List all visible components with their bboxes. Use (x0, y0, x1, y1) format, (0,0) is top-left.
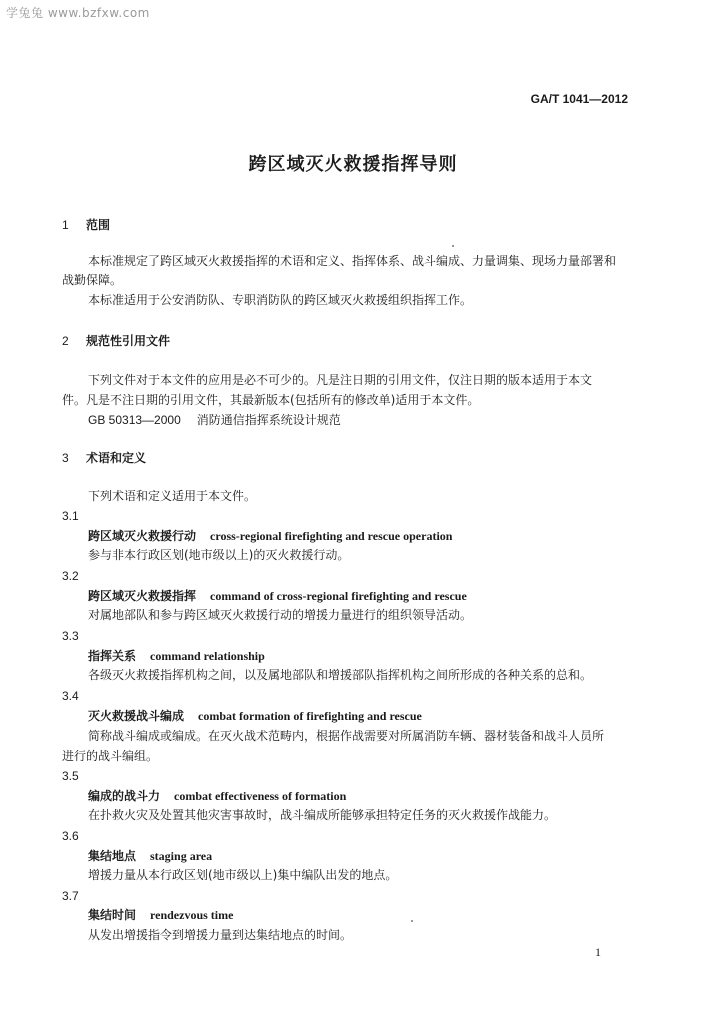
term-chinese: 跨区域灭火救援行动 (88, 529, 197, 543)
term-number: 3.1 (62, 509, 79, 523)
reference-title: 消防通信指挥系统设计规范 (196, 413, 341, 427)
section-number: 1 (62, 218, 69, 232)
section-title: 规范性引用文件 (86, 334, 171, 348)
term-number: 3.3 (62, 629, 79, 643)
watermark-text: 学兔兔 www.bzfxw.com (6, 6, 150, 20)
term-chinese: 集结地点 (88, 849, 137, 863)
scan-speck (452, 245, 454, 247)
paragraph-line: 战勤保障。 (62, 273, 123, 287)
term-definition: 参与非本行政区划(地市级以上)的灭火救援行动。 (88, 548, 350, 562)
term-chinese: 指挥关系 (88, 649, 137, 663)
term-entry (88, 649, 265, 663)
term-number: 3.5 (62, 769, 79, 783)
standard-code: GA/T 1041—2012 (530, 92, 628, 106)
term-definition: 对属地部队和参与跨区域灭火救援行动的增援力量进行的组织领导活动。 (88, 608, 473, 622)
section-3-heading (62, 451, 146, 465)
section-title: 术语和定义 (86, 451, 147, 465)
term-chinese: 编成的战斗力 (88, 789, 161, 803)
term-number: 3.2 (62, 569, 79, 583)
term-entry (88, 709, 422, 723)
paragraph-line: 下列文件对于本文件的应用是必不可少的。凡是注日期的引用文件，仅注日期的版本适用于本文 (88, 373, 593, 387)
term-english: cross-regional firefighting and rescue operation (210, 529, 453, 543)
term-number: 3.4 (62, 689, 79, 703)
paragraph-line: 件。凡是不注日期的引用文件，其最新版本(包括所有的修改单)适用于本文件。 (62, 393, 480, 407)
term-chinese: 灭火救援战斗编成 (88, 709, 185, 723)
section-number: 3 (62, 451, 69, 465)
document-title: 跨区域灭火救援指挥导则 (248, 154, 458, 175)
term-chinese: 跨区域灭火救援指挥 (88, 589, 197, 603)
term-english: combat formation of firefighting and rescue (198, 709, 422, 723)
term-english: rendezvous time (150, 908, 234, 922)
term-definition: 从发出增援指令到增援力量到达集结地点的时间。 (88, 928, 353, 942)
term-definition: 在扑救火灾及处置其他灾害事故时，战斗编成所能够承担特定任务的灭火救援作战能力。 (88, 808, 557, 822)
term-entry (88, 908, 233, 922)
term-number: 3.7 (62, 889, 79, 903)
term-number: 3.6 (62, 829, 79, 843)
term-entry (88, 529, 452, 543)
term-english: combat effectiveness of formation (174, 789, 347, 803)
paragraph-line: 本标准适用于公安消防队、专职消防队的跨区域灭火救援组织指挥工作。 (88, 293, 473, 307)
term-english: command of cross-regional firefighting and rescue (210, 589, 467, 603)
term-definition: 进行的战斗编组。 (62, 749, 159, 763)
section-title: 范围 (86, 218, 111, 232)
term-entry (88, 849, 212, 863)
term-entry (88, 789, 346, 803)
paragraph-line: 下列术语和定义适用于本文件。 (88, 489, 257, 503)
scan-speck (411, 920, 413, 922)
page-number: 1 (595, 945, 601, 959)
term-definition: 各级灭火救援指挥机构之间，以及属地部队和增援部队指挥机构之间所形成的各种关系的总和。 (88, 668, 593, 682)
section-2-heading (62, 334, 170, 348)
term-definition: 增援力量从本行政区划(地市级以上)集中编队出发的地点。 (88, 868, 398, 882)
section-1-heading (62, 218, 110, 232)
term-english: command relationship (150, 649, 265, 663)
term-entry (88, 589, 467, 603)
normative-reference (88, 413, 341, 427)
reference-code: GB 50313—2000 (88, 413, 181, 427)
paragraph-line: 本标准规定了跨区域灭火救援指挥的术语和定义、指挥体系、战斗编成、力量调集、现场力量部署和 (88, 254, 617, 268)
term-chinese: 集结时间 (88, 908, 137, 922)
term-definition: 简称战斗编成或编成。在灭火战术范畴内，根据作战需要对所属消防车辆、器材装备和战斗人员所 (88, 729, 605, 743)
term-english: staging area (150, 849, 213, 863)
section-number: 2 (62, 334, 69, 348)
